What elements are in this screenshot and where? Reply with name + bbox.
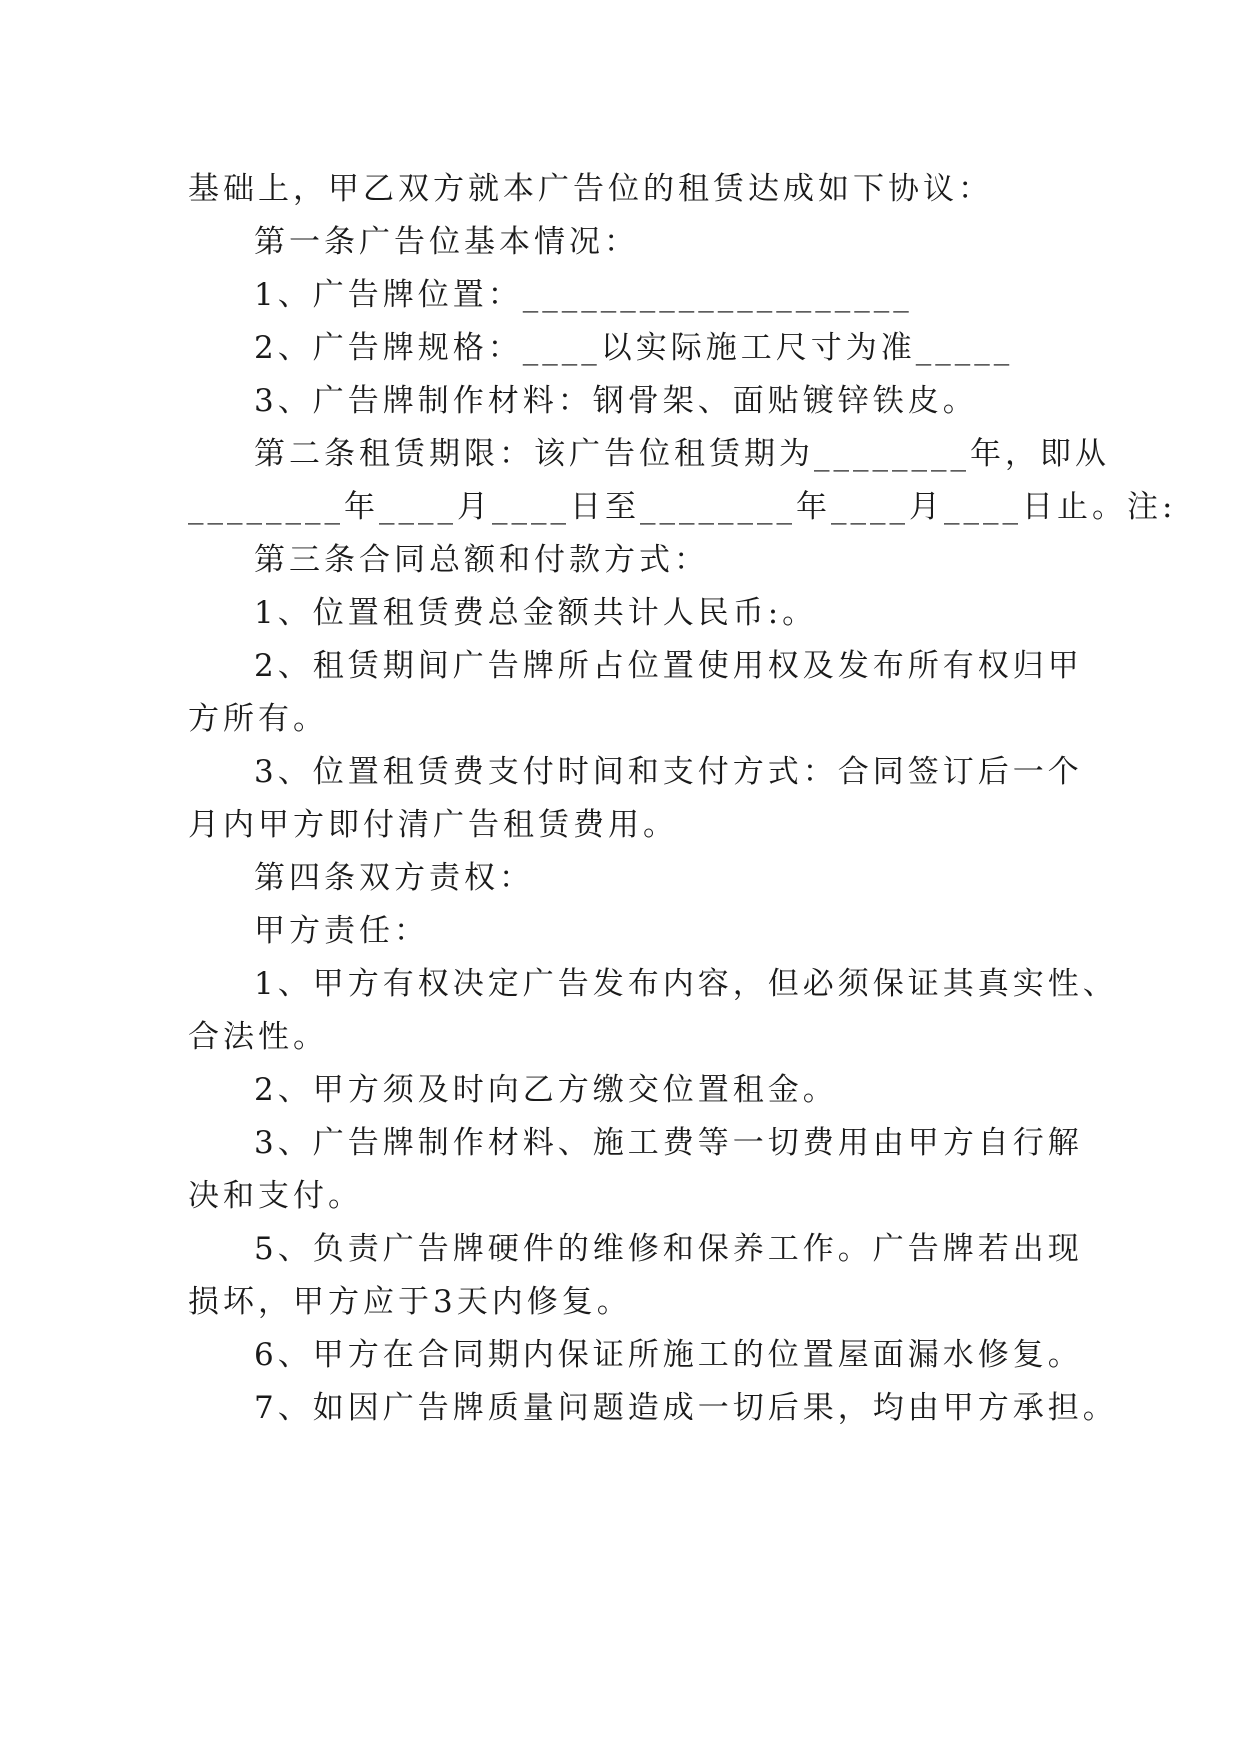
section-heading: 甲方责任： bbox=[254, 913, 429, 949]
article-heading: 第二条租赁期限：该广告位租赁期为________年，即从 bbox=[254, 436, 1110, 472]
text-line: ________年____月____日至________年____月____日止。注: bbox=[188, 489, 1177, 525]
article-heading: 第四条双方责权： bbox=[254, 860, 534, 896]
text-line: 1、广告牌位置：____________________ bbox=[254, 277, 913, 313]
text-line: 2、甲方须及时向乙方缴交位置租金。 bbox=[254, 1072, 838, 1108]
text-line: 1、位置租赁费总金额共计人民币:。 bbox=[254, 595, 818, 631]
text-line: 3、位置租赁费支付时间和支付方式：合同签订后一个 bbox=[254, 754, 1083, 790]
text-line: 7、如因广告牌质量问题造成一切后果，均由甲方承担。 bbox=[254, 1390, 1118, 1426]
text-line: 合法性。 bbox=[188, 1019, 328, 1055]
article-heading: 第三条合同总额和付款方式： bbox=[254, 542, 709, 578]
text-line: 基础上，甲乙双方就本广告位的租赁达成如下协议： bbox=[188, 171, 993, 207]
text-line: 2、广告牌规格：____以实际施工尺寸为准_____ bbox=[254, 330, 1014, 366]
text-line: 3、广告牌制作材料：钢骨架、面贴镀锌铁皮。 bbox=[254, 383, 978, 419]
text-line: 2、租赁期间广告牌所占位置使用权及发布所有权归甲 bbox=[254, 648, 1083, 684]
text-line: 5、负责广告牌硬件的维修和保养工作。广告牌若出现 bbox=[254, 1231, 1083, 1267]
text-line: 月内甲方即付清广告租赁费用。 bbox=[188, 807, 678, 843]
text-line: 方所有。 bbox=[188, 701, 328, 737]
text-line: 决和支付。 bbox=[188, 1178, 363, 1214]
text-line: 3、广告牌制作材料、施工费等一切费用由甲方自行解 bbox=[254, 1125, 1083, 1161]
text-line: 6、甲方在合同期内保证所施工的位置屋面漏水修复。 bbox=[254, 1337, 1083, 1373]
text-line: 损坏，甲方应于3天内修复。 bbox=[188, 1284, 632, 1320]
article-heading: 第一条广告位基本情况： bbox=[254, 224, 639, 260]
text-line: 1、甲方有权决定广告发布内容，但必须保证其真实性、 bbox=[254, 966, 1118, 1002]
